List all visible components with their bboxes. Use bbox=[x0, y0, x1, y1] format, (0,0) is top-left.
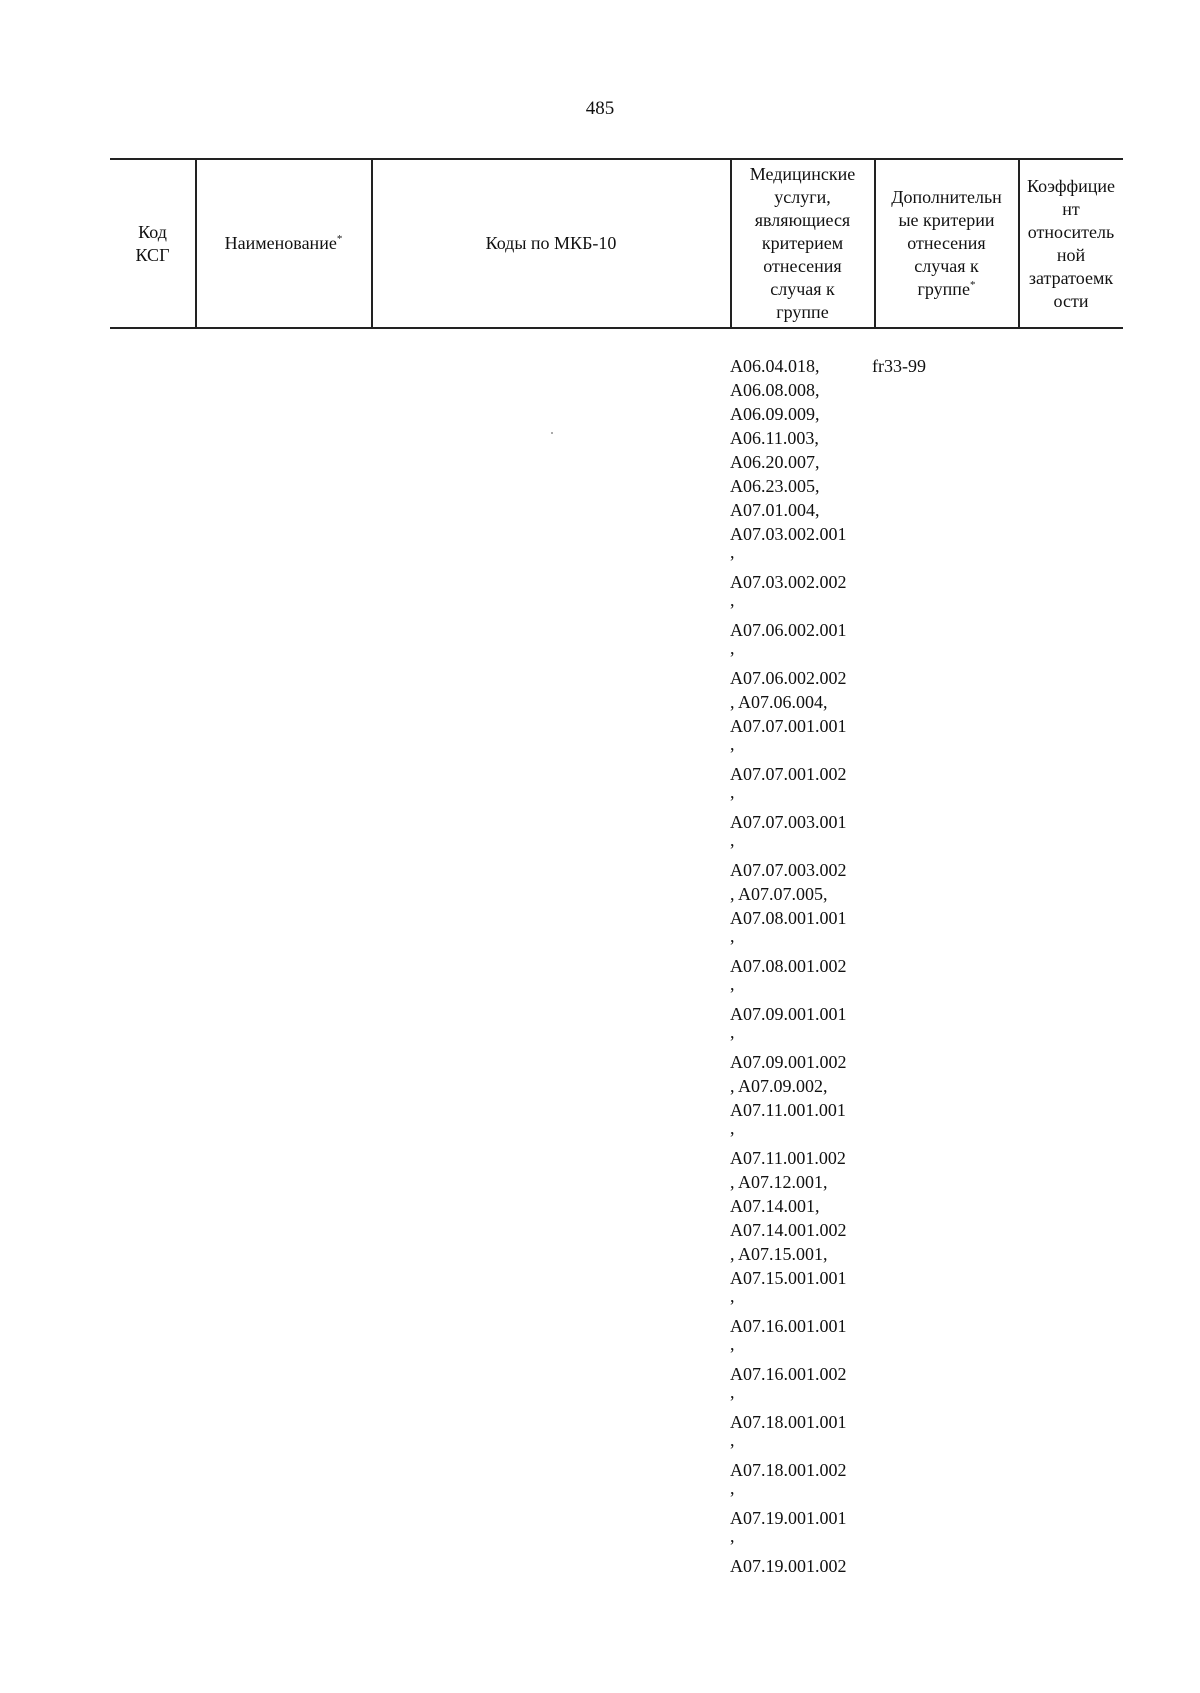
service-code-line: A06.23.005, bbox=[730, 476, 820, 496]
service-separator: , bbox=[730, 1478, 735, 1498]
service-code-line: A07.08.001.002 bbox=[730, 956, 847, 976]
service-code-line: A07.01.004, bbox=[730, 500, 820, 520]
header-icd-cell bbox=[372, 160, 730, 327]
header-services-line: группе bbox=[776, 302, 829, 322]
service-code-line: A07.07.003.001 bbox=[730, 812, 847, 832]
service-code-line: A07.15.001.001 bbox=[730, 1268, 847, 1288]
service-code-line: A07.16.001.001 bbox=[730, 1316, 847, 1336]
service-code-line: A07.11.001.001 bbox=[730, 1100, 846, 1120]
header-code-line: Код bbox=[138, 221, 167, 242]
header-coefficient-line: ости bbox=[1053, 290, 1089, 311]
header-services-line: являющиеся bbox=[754, 210, 851, 230]
service-code-line: A07.16.001.002 bbox=[730, 1364, 847, 1384]
service-separator: , bbox=[730, 1022, 735, 1042]
services-cell bbox=[730, 354, 870, 1578]
service-code-line: A07.06.002.001 bbox=[730, 620, 847, 640]
service-separator: , bbox=[730, 542, 735, 562]
header-coefficient-line: затратоемк bbox=[1028, 267, 1114, 288]
service-separator: , bbox=[730, 734, 735, 754]
service-code-line: A07.14.001, bbox=[730, 1196, 820, 1216]
service-code-line: A07.18.001.001 bbox=[730, 1412, 847, 1432]
header-name-footnote-mark: * bbox=[336, 233, 343, 245]
scan-speck bbox=[551, 432, 553, 434]
header-criteria-line: группе bbox=[917, 279, 970, 299]
header-criteria-line: отнесения bbox=[907, 233, 986, 253]
service-code-line: A07.09.001.002 bbox=[730, 1052, 847, 1072]
service-code-line: , A07.15.001, bbox=[730, 1244, 828, 1264]
header-coefficient-cell bbox=[1019, 160, 1123, 327]
service-code-line: , A07.06.004, bbox=[730, 692, 828, 712]
service-separator: , bbox=[730, 1430, 735, 1450]
header-services-line: критерием bbox=[761, 233, 844, 253]
service-separator: , bbox=[730, 782, 735, 802]
header-coefficient-line: относитель bbox=[1027, 221, 1115, 242]
service-code-line: A07.08.001.001 bbox=[730, 908, 847, 928]
header-criteria-line: Дополнительн bbox=[891, 187, 1002, 207]
header-services-line: отнесения bbox=[763, 256, 842, 276]
service-code-line: A06.09.009, bbox=[730, 404, 820, 424]
service-code-line: A06.04.018, bbox=[730, 356, 820, 376]
service-code-line: A07.11.001.002 bbox=[730, 1148, 846, 1168]
header-criteria-line: ые критерии bbox=[898, 210, 995, 230]
header-services-line: случая к bbox=[770, 279, 835, 299]
service-code-line: , A07.12.001, bbox=[730, 1172, 828, 1192]
header-code-cell bbox=[110, 160, 195, 327]
header-services-line: услуги, bbox=[774, 187, 831, 207]
service-separator: , bbox=[730, 974, 735, 994]
service-code-line: A06.20.007, bbox=[730, 452, 820, 472]
criteria-cell: fr33-99 bbox=[872, 356, 926, 376]
page-number: 485 bbox=[585, 98, 615, 119]
service-code-line: A07.03.002.001 bbox=[730, 524, 847, 544]
service-separator: , bbox=[730, 590, 735, 610]
service-code-line: A07.06.002.002 bbox=[730, 668, 847, 688]
service-code-line: A07.07.001.002 bbox=[730, 764, 847, 784]
header-name-cell bbox=[196, 160, 371, 327]
service-code-line: , A07.07.005, bbox=[730, 884, 828, 904]
service-code-line: A07.19.001.001 bbox=[730, 1508, 847, 1528]
service-code-line: A07.03.002.002 bbox=[730, 572, 847, 592]
service-code-line: A07.09.001.001 bbox=[730, 1004, 847, 1024]
header-services-line: Медицинские bbox=[749, 164, 856, 184]
service-separator: , bbox=[730, 1526, 735, 1546]
service-separator: , bbox=[730, 638, 735, 658]
service-separator: , bbox=[730, 1382, 735, 1402]
service-code-line: A07.14.001.002 bbox=[730, 1220, 847, 1240]
service-code-line: A07.07.003.002 bbox=[730, 860, 847, 880]
service-code-line: A07.19.001.002 bbox=[730, 1556, 847, 1576]
service-separator: , bbox=[730, 1286, 735, 1306]
service-code-line: A06.08.008, bbox=[730, 380, 820, 400]
service-code-line: A07.07.001.001 bbox=[730, 716, 847, 736]
service-code-line: , A07.09.002, bbox=[730, 1076, 828, 1096]
service-code-line: A06.11.003, bbox=[730, 428, 819, 448]
header-coefficient-line: Коэффицие bbox=[1026, 175, 1116, 196]
header-icd: Коды по МКБ-10 bbox=[485, 233, 617, 253]
header-criteria-footnote-mark: * bbox=[969, 279, 976, 291]
header-name: Наименование bbox=[224, 233, 337, 253]
header-services-cell bbox=[731, 160, 874, 327]
header-coefficient-line: ной bbox=[1056, 244, 1086, 265]
service-separator: , bbox=[730, 1118, 735, 1138]
service-code-line: A07.18.001.002 bbox=[730, 1460, 847, 1480]
header-criteria-line: случая к bbox=[914, 256, 979, 276]
table-header bbox=[110, 158, 1123, 329]
header-code-line: КСГ bbox=[135, 244, 170, 265]
service-separator: , bbox=[730, 830, 735, 850]
service-separator: , bbox=[730, 1334, 735, 1354]
header-coefficient-line: нт bbox=[1062, 198, 1080, 219]
header-criteria-cell bbox=[875, 160, 1018, 327]
service-separator: , bbox=[730, 926, 735, 946]
